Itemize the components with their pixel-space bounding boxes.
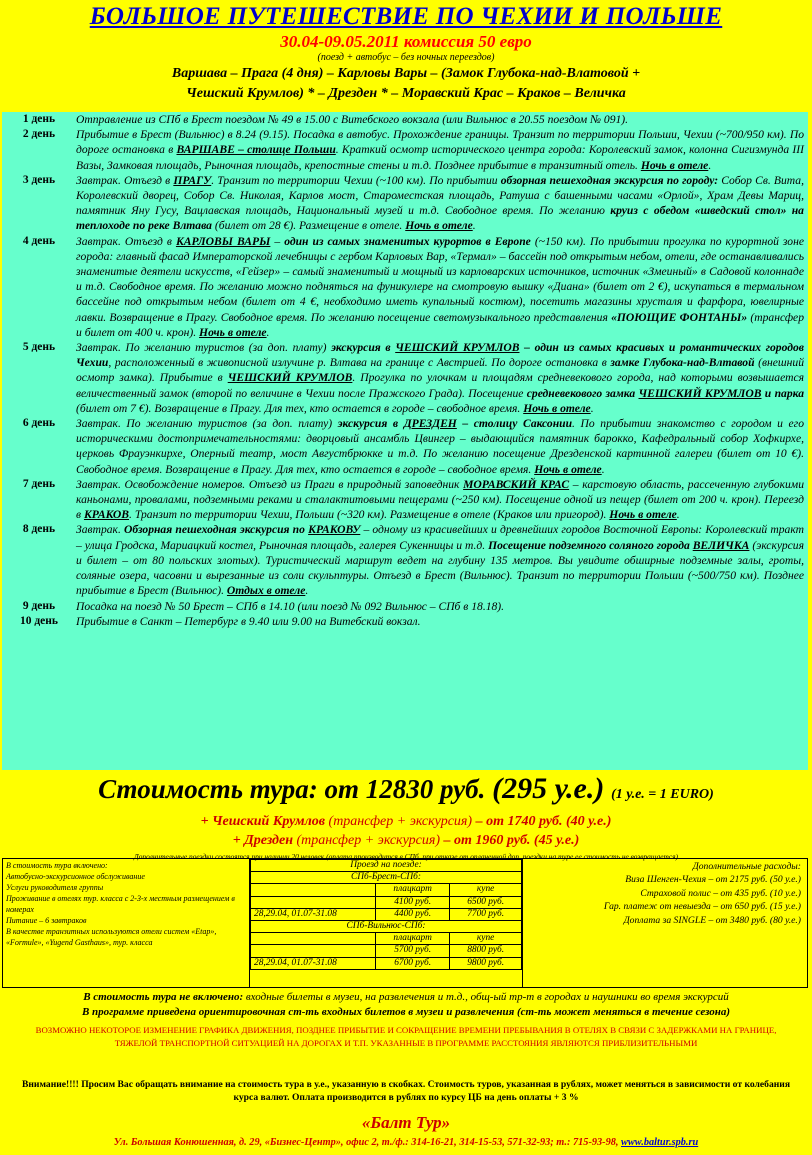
additional-item: Доплата за SINGLE – от 3480 руб. (80 у.е.) [623, 914, 801, 926]
included-item: Питание – 6 завтраков [6, 916, 87, 925]
additional-expenses-box [522, 858, 808, 988]
tour-dates: 30.04-09.05.2011 комиссия 50 евро [280, 32, 532, 51]
day-description: Прибытие в Санкт – Петербург в 9.40 или 9.00 на Витебский вокзал. [76, 614, 421, 628]
day-row [2, 599, 808, 614]
included-item: Проживание в отелях тур. класса с 2-3-х местным размещением в номерах [6, 894, 235, 914]
price-ue: (295 у.е.) [492, 772, 605, 805]
day-description: Посадка на поезд № 50 Брест – СПб в 14.10 (или поезд № 092 Вильнюс – СПб в 18.18). [76, 599, 505, 613]
table-row: 28,29.04, 01.07-31.08 6700 руб. 9800 руб. [251, 957, 522, 969]
day-row [2, 477, 808, 523]
addon-dresden: + Дрезден (трансфер + экскурсия) – от 1960 руб. (45 у.е.) [232, 833, 580, 848]
day-label: 5 день [22, 341, 56, 354]
not-included-label: В стоимость тура не включено: [83, 991, 244, 1003]
day-label: 3 день [22, 173, 56, 186]
day-label: 7 день [22, 477, 56, 490]
not-included-text: входные билеты в музеи, на развлечения и т.д., общ-ый тр-т в городах и наушники во время экскурсий [243, 991, 729, 1003]
additional-item: Виза Шенген-Чехия – от 2175 руб. (50 у.е.) [625, 874, 801, 886]
train-route-1: СПб-Брест-СПб: [251, 872, 522, 884]
day-label: 8 день [22, 523, 56, 536]
day-description: Отправление из СПб в Брест поездом № 49 в 15.00 с Витебского вокзала (или Вильнюс в 20.55 поездом № 091). [76, 113, 629, 126]
included-box [2, 858, 250, 988]
table-row: 28,29.04, 01.07-31.08 4400 руб. 7700 руб. [251, 908, 522, 920]
included-item: Услуги руководителя группы [6, 883, 104, 892]
address-text: Ул. Большая Конюшенная, д. 29, «Бизнес-Центр», офис 2, т./ф.: 314-16-21, 314-15-53, 571-32-93; т.: 715-93-98, [113, 1137, 622, 1148]
day-row [2, 234, 808, 340]
day-row [2, 522, 808, 598]
additional-item: Страховой полис – от 435 руб. (10 у.е.) [640, 887, 801, 899]
extra-trips-note: Дополнительные поездки состоятся при наличии 20 человек (оплата производится в СПб, при отказе от оплаченной доп. поездки на туре ее стоимость не возвращается) [134, 852, 678, 861]
train-title: Проезд на поезде: [251, 860, 522, 872]
included-item: Автобусно-экскурсионное обслуживание [6, 872, 145, 881]
day-description: Завтрак. Обзорная пешеходная экскурсия по КРАКОВУ – одному из красивейших и древнейших городов Восточной Европы: Королевский тракт – улица Гродска, Мариацкий костел, Рыночная площадь, галерея Сукенницы и т.д. Посещение подземного соляного города ВЕЛИЧКА (экскурсия и билет – от 80 польских злотых). Туристический маршрут ведет на глубину 135 метров. Вы увидите обширные подземные залы, гроты, соляные озера, часовни и вырезанные из соли скульптуры. Отъезд в Брест (Вильнюс). Транзит по территории Польши (~500/750 км). Позднее прибытие в Брест (Вильнюс). Отдых в отеле. [76, 523, 804, 598]
day-label: 6 день [22, 417, 56, 430]
price-label: Стоимость тура: от 12830 руб. [98, 774, 486, 804]
train-table: Проезд на поезде: СПб-Брест-СПб: плацкарт купе 4100 руб. 6500 руб. 28,29.04, 01.07-31.08 4400 руб. 7700 руб. СПб-Вильнюс-СПб: плацкарт купе 5700 руб. 8800 руб. 28,29.04, 01.07-31.08 6700 руб. 9800 руб. [250, 858, 522, 988]
details-tables [2, 858, 808, 988]
route-line-1: Варшава – Прага (4 дня) – Карловы Вары – (Замок Глубока-над-Влатовой + [171, 66, 641, 81]
day-row [2, 173, 808, 234]
company-name: «Балт Тур» [361, 1113, 451, 1132]
schedule-warning: ВОЗМОЖНО НЕКОТОРОЕ ИЗМЕНЕНИЕ ГРАФИКА ДВИЖЕНИЯ, ПОЗДНЕЕ ПРИБЫТИЕ И СОКРАЩЕНИЕ ВРЕМЕНИ ПРЕБЫВАНИЯ В ОТЕЛЯХ В СВЯЗИ С ЗАДЕРЖКАМИ НА ГРАНИЦЕ, ТЯЖЕЛОЙ ТРАНСПОРТНОЙ СИТУАЦИЕЙ НА ДОРОГАХ И Т.П. УКАЗАННЫЕ В ПРОГРАММЕ РАССТОЯНИЯ ЯВЛЯЮТСЯ ПРИБЛИЗИТЕЛЬНЫМИ [35, 1025, 777, 1048]
page-title: БОЛЬШОЕ ПУТЕШЕСТВИЕ ПО ЧЕХИИ И ПОЛЬШЕ [89, 3, 723, 30]
day-program [2, 112, 808, 770]
not-included [0, 990, 812, 1020]
company-address [0, 1136, 812, 1149]
included-title: В стоимость тура включено: [6, 861, 108, 870]
day-description: Завтрак. Отъезд в КАРЛОВЫ ВАРЫ – один из самых знаменитых курортов в Европе (~150 км). По прибытии прогулка по курортной зоне города: главный фасад Императорской лечебницы с гербом Карловых Вар, «Термал» – бассейн под открытым небом, отели, где останавливались знаменитые деятели искусств, «Гейзер» – самый знаменитый и мощный из карловарских источников, источник «Змеиный» в Садовой колоннаде и т.д. Свободное время. По желанию можно подняться на фуникулере на смотровую вышку «Диана» (билет от 2 €), искупаться в термальном бассейне под открытым небом (билет от 4 €, необходимо иметь купальный костюм), посетить магазины хрусталя и фарфора, ювелирные лавки. Возвращение в Прагу. Свободное время. По желанию посещение светомузыкального представления «ПОЮЩИЕ ФОНТАНЫ» (трансфер и билет от 400 ч. крон). Ночь в отеле. [76, 234, 805, 339]
route-line-2: Чешский Крумлов) * – Дрезден * – Моравский Крас – Краков – Величка [186, 86, 626, 101]
day-label: 1 день [22, 113, 56, 125]
website-link[interactable]: www.baltur.spb.ru [621, 1137, 699, 1148]
day-row [2, 127, 808, 173]
attention-note: Внимание!!!! Просим Вас обращать внимание на стоимость тура в у.е., указанную в скобках. Стоимость туров, указанная в рублях, может меняться в зависимости от колебания курса валют. Оплата производится в рублях по курсу ЦБ на день оплаты + 3 % [21, 1079, 791, 1103]
day-label: 10 день [19, 614, 58, 627]
day-description: Завтрак. По желанию туристов (за доп. плату) экскурсия в ДРЕЗДЕН – столицу Саксонии. По прибытии знакомство с городом и его историческими достопримечательностями: дворцовый ансамбль Цвингер – выдающийся памятник барокко, Кафедральный собор Хофкирхе, церковь Фрауэнкирхе, Оперный театр, мост Августбрюкке и т.д. По желанию посещение Дрезденской картинной галереи (билет от 10 €). Свободное время. Возвращение в Прагу. Для тех, кто остается в городе – свободное время. Ночь в отеле. [76, 417, 804, 476]
table-row: 5700 руб. 8800 руб. [251, 945, 522, 957]
day-row [2, 112, 808, 127]
day-label: 9 день [22, 599, 56, 612]
day-description: Прибытие в Брест (Вильнюс) в 8.24 (9.15). Посадка в автобус. Прохождение границы. Транзит по территории Польши, Чехии (~700/950 км). По дороге остановка в ВАРШАВЕ – столице Польши. Краткий осмотр исторического центра города: Королевский замок, колонна Сигизмунда III Вазы, Замковая площадь, Рыночная площадь, крепостные стены и т.д. Позднее прибытие в транзитный отель. Ночь в отеле. [76, 128, 805, 172]
additional-title: Дополнительные расходы: [692, 861, 801, 872]
addon-krumlov: + Чешский Крумлов (трансфер + экскурсия) – от 1740 руб. (40 у.е.) [200, 814, 612, 829]
prices-note: В программе приведена ориентировочная ст-ть входных билетов в музеи и развлечения (ст-ть может меняться в течение сезона) [81, 1006, 731, 1018]
day-description: Завтрак. По желанию туристов (за доп. плату) экскурсия в ЧЕШСКИЙ КРУМЛОВ – один из самых красивых и романтических городов Чехии, расположенный в живописной излучине р. Влтава на границе с Австрией. По дороге остановка в замке Глубока-над-Влтавой (внешний осмотр замка). Прибытие в ЧЕШСКИЙ КРУМЛОВ. Прогулка по улочкам и площадям средневекового города, над которыми возвышается величественный замок (второй по величине в Чехии после Пражского Града). Посещение средневекового замка ЧЕШСКИЙ КРУМЛОВ и парка (билет от 7 €). Возвращение в Прагу. Для тех, кто остается в городе – свободное время. Ночь в отеле. [76, 341, 804, 415]
day-row [2, 416, 808, 477]
table-row: 4100 руб. 6500 руб. [251, 896, 522, 908]
day-description: Завтрак. Освобождение номеров. Отъезд из Праги в природный заповедник МОРАВСКИЙ КРАС – карстовую область, рассеченную глубокими каньонами, провалами, подземными реками и сталактитовыми пещерами (~250 км). Посещение одной из пещер (билет от 200 ч. крон). Переезд в КРАКОВ. Транзит по территории Чехии, Польши (~320 км). Размещение в отеле (Краков или пригород). Ночь в отеле. [76, 477, 804, 522]
included-item: В качестве транзитных используются отели систем «Etap», «Formule», «Yugend Gasthaus», тур. класса [6, 927, 217, 947]
price-block [0, 772, 812, 852]
day-row [2, 614, 808, 629]
day-description: Завтрак. Отъезд в ПРАГУ. Транзит по территории Чехии (~100 км). По прибытии обзорная пешеходная экскурсия по городу: Собор Св. Вита, Королевский дворец, Собор Св. Николая, Карлов мост, Староместская площадь, Ратуша с башенными часами «Орлой», Храм Девы Мариц, памятник Яну Гусу, Вацлавская площадь, Национальный музей и т.д. Свободное время. По желанию круиз с обедом «шведский стол» на теплоходе по реке Влтава (билет от 28 €). Размещение в отеле. Ночь в отеле. [76, 173, 805, 233]
day-label: 2 день [22, 128, 56, 141]
additional-item: Гар. платеж от невыезда – от 650 руб. (15 у.е.) [603, 901, 801, 913]
header [0, 0, 812, 112]
transport-note: (поезд + автобус – без ночных переездов) [317, 52, 495, 63]
day-label: 4 день [22, 234, 56, 247]
tour-price [0, 772, 812, 812]
day-row [2, 340, 808, 416]
exchange-rate: (1 у.е. = 1 EURO) [611, 787, 714, 802]
train-route-2: СПб-Вильнюс-СПб: [251, 920, 522, 932]
